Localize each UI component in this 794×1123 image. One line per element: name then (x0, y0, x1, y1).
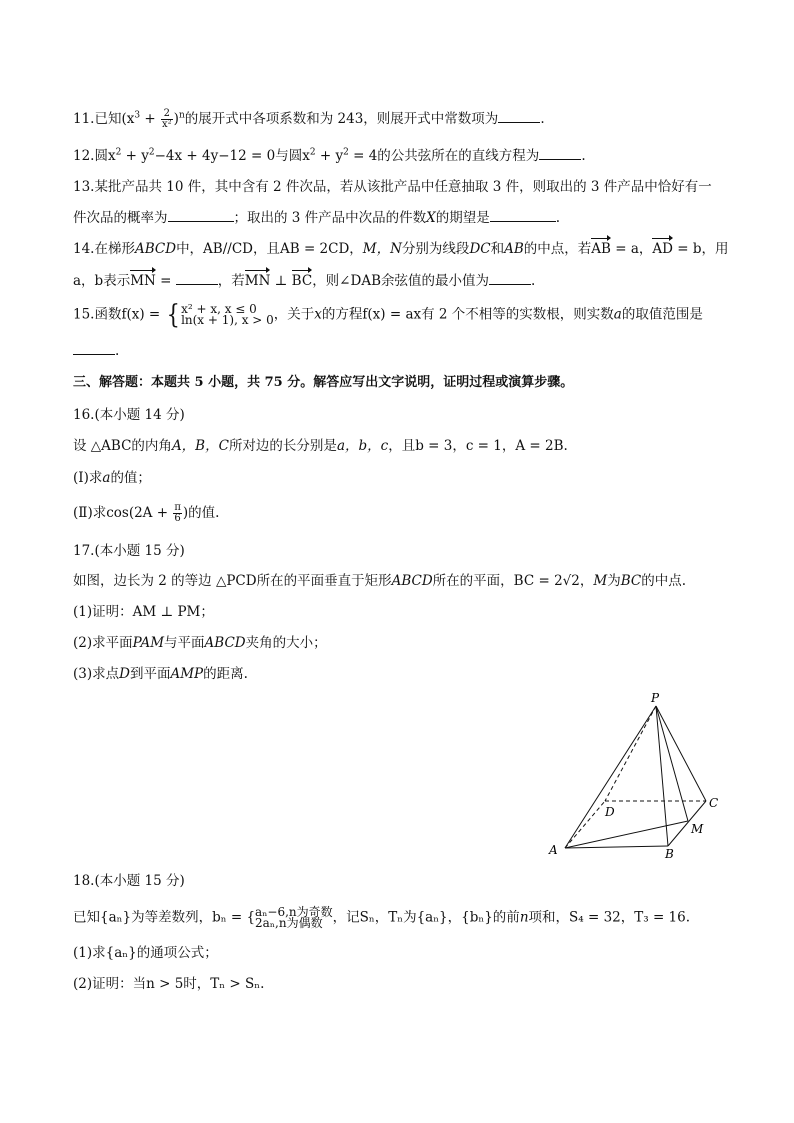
q11-number: 11. (73, 111, 95, 127)
q14-text-d: 和 (490, 241, 505, 257)
q14-text-e: 的中点，若 (523, 241, 592, 257)
q15-piecewise (181, 304, 274, 326)
q14-ab: AB (504, 241, 524, 257)
edge-pa (565, 706, 656, 848)
label-a: A (549, 843, 558, 857)
q17-stem-b: 所在的平面，BC = 2√2， (432, 573, 594, 589)
q12-sup-3: 2 (309, 147, 316, 158)
q12-end: . (581, 148, 586, 164)
q18-stem (73, 907, 690, 929)
q18-stem-a: 已知{aₙ}为等差数列，bₙ = { (73, 909, 256, 926)
question-13-line-2 (73, 207, 560, 228)
question-11 (73, 108, 545, 130)
q14-text-a: 14.在梯形 (73, 241, 135, 257)
q15-text-d: 的取值范围是 (621, 306, 703, 323)
edge-pd (605, 706, 656, 801)
q15-end: . (115, 343, 120, 359)
q12-sup-2: 2 (148, 147, 155, 158)
q17-stem-d: 的中点. (641, 573, 686, 589)
q12-text-a: 圆x (94, 148, 116, 164)
question-14-line-1 (73, 239, 729, 259)
q17-pam: PAM (132, 635, 165, 651)
edge-ab (565, 846, 668, 848)
q15-var-x: x (314, 306, 322, 323)
q16-p2-a: (Ⅱ)求cos(2A + (73, 505, 173, 521)
q13-end: . (555, 210, 561, 226)
q14-text-b: 中，AB//CD，且AB = 2CD， (176, 241, 363, 257)
question-12 (73, 145, 586, 166)
q12-number: 12. (73, 148, 95, 164)
label-m: M (691, 822, 704, 836)
q17-abcd: ABCD (391, 573, 433, 589)
label-d: D (605, 805, 615, 819)
q13-text-b: ；取出的 3 件产品中次品的件数 (233, 210, 427, 226)
label-c: C (709, 796, 719, 810)
q13-text-c: 的期望是 (435, 210, 490, 226)
q17-p3-c: 的距离. (203, 666, 248, 682)
q16-part-2 (73, 503, 219, 524)
q14-text-l2d: ，则∠DAB余弦值的最小值为 (312, 273, 489, 289)
q17-part-3 (73, 664, 248, 684)
q12-text-c: −4x + 4y−12 = 0与圆x (154, 148, 310, 164)
q18-stem-b: ，记Sₙ，Tₙ为{aₙ}，{bₙ}的前 (332, 909, 520, 926)
q13-var-x: X (426, 210, 436, 226)
q15-text-a: 15.函数f(x) = (73, 306, 165, 323)
q14-mn: M，N (362, 241, 402, 257)
q16-header: 16.(本小题 14 分) (73, 407, 185, 423)
q16-sides: a，b，c (336, 438, 389, 454)
q14-eq: = (155, 273, 176, 289)
q16-p1-a: (Ⅰ)求 (73, 470, 103, 486)
question-15 (73, 300, 703, 330)
pyramid-figure (540, 688, 730, 863)
q14-dc: DC (469, 241, 491, 257)
q17-header: 17.(本小题 15 分) (73, 543, 185, 559)
q17-p2-c: 夹角的大小； (245, 635, 327, 651)
q15-case-1: x² + x, x ≤ 0 (181, 302, 257, 316)
q12-text-b: + y (121, 148, 149, 164)
q11-end: . (540, 111, 545, 127)
q14-eq-b: = b，用 (672, 241, 729, 257)
q14-cos-blank[interactable] (489, 270, 531, 285)
q16-pi-fraction (173, 503, 182, 524)
q14-text-l2a: a，b表示 (73, 273, 131, 289)
q18-part-1: (1)求{aₙ}的通项公式； (73, 945, 218, 961)
q12-sup-1: 2 (115, 147, 122, 158)
edge-pc (656, 706, 706, 801)
q17-part-2 (73, 633, 327, 653)
q11-text: 已知(x (94, 111, 135, 127)
q13-text-a: 件次品的概率为 (73, 210, 168, 226)
q11-exp-n: n (178, 110, 185, 121)
question-14-line-2 (73, 270, 535, 291)
q15-answer-blank[interactable] (73, 340, 115, 355)
q18-case-1: aₙ−6,n为奇数 (255, 905, 333, 919)
q16-frac-den: 6 (174, 513, 181, 524)
q17-part-1: (1)证明：AM ⊥ PM； (73, 604, 214, 620)
q16-stem-a: 设 △ABC的内角 (73, 438, 172, 454)
question-15-line-2 (73, 340, 119, 361)
q16-part-1 (73, 468, 151, 488)
q16-p1-var: a (102, 470, 111, 486)
q16-p2-b: )的值. (182, 505, 220, 521)
q17-p3-b: 到平面 (129, 666, 171, 682)
q16-p1-b: 的值； (110, 470, 151, 486)
q14-eq-a: = a， (610, 241, 653, 257)
q11-text-2: 的展开式中各项系数和为 243，则展开式中常数项为 (184, 111, 499, 127)
q15-text-c: 的方程f(x) = ax有 2 个不相等的实数根，则实数 (321, 306, 614, 323)
q15-var-a: a (613, 306, 622, 323)
q18-stem-c: 项和，S₄ = 32，T₃ = 16. (528, 909, 691, 926)
label-b: B (665, 847, 674, 861)
q14-mn-blank[interactable] (176, 270, 218, 285)
q17-p2-a: (2)求平面 (73, 635, 133, 651)
q14-text-c: 分别为线段 (401, 241, 470, 257)
vector-ad: AD (652, 241, 673, 257)
q16-angles: A，B，C (171, 438, 229, 454)
q12-answer-blank[interactable] (539, 145, 581, 160)
q14-abcd: ABCD (134, 241, 177, 257)
vector-mn: MN (130, 273, 156, 289)
q13-probability-blank[interactable] (168, 207, 234, 222)
q11-answer-blank[interactable] (498, 108, 540, 123)
q14-perp: ⊥ (270, 273, 292, 289)
q15-brace: { (166, 300, 180, 330)
q13-expectation-blank[interactable] (490, 207, 556, 222)
q16-stem-c: ，且b = 3，c = 1，A = 2B. (388, 438, 568, 454)
q11-frac-den: x² (162, 119, 172, 130)
q12-sup-4: 2 (343, 147, 349, 158)
q16-stem (73, 436, 568, 456)
q17-p3-d: D (119, 666, 130, 682)
vector-ab: AB (591, 241, 611, 257)
q17-stem-c: 为 (607, 573, 621, 589)
q12-text-d: + y (315, 148, 344, 164)
label-p: P (651, 691, 660, 705)
q17-p3-a: (3)求点 (73, 666, 120, 682)
q18-n: n (519, 909, 529, 926)
q17-amp: AMP (170, 666, 204, 682)
q14-text-l2c: ，若 (217, 273, 245, 289)
q17-stem-a: 如图，边长为 2 的等边 △PCD所在的平面垂直于矩形 (73, 573, 392, 589)
question-13-line-1: 13.某批产品共 10 件，其中含有 2 件次品，若从该批产品中任意抽取 3 件，则取出的 3 件产品中恰好有一 (73, 179, 712, 195)
q14-end: . (531, 273, 536, 289)
q15-text-b: ，关于 (273, 306, 315, 323)
q17-p2-b: 与平面 (164, 635, 205, 651)
section-3-heading: 三、解答题：本题共 5 小题，共 75 分。解答应写出文字说明，证明过程或演算步骤。 (73, 375, 574, 390)
q11-fraction (161, 109, 173, 130)
q11-exp: 3 (134, 110, 141, 121)
q11-plus: + (140, 111, 161, 127)
q16-frac-num: π (174, 502, 181, 513)
q18-piecewise (255, 907, 333, 929)
q16-stem-b: 所对边的长分别是 (228, 438, 337, 454)
vector-bc: BC (291, 273, 313, 289)
q17-stem (73, 571, 686, 591)
q11-frac-num: 2 (161, 109, 173, 120)
q17-p2-abcd: ABCD (204, 635, 246, 651)
q17-bc: BC (620, 573, 642, 589)
q18-header: 18.(本小题 15 分) (73, 873, 185, 889)
q17-m: M (593, 573, 608, 589)
q18-part-2: (2)证明：当n > 5时，Tₙ > Sₙ. (73, 976, 265, 992)
q11-paren: ) (173, 111, 179, 127)
q15-case-2: ln(x + 1), x > 0 (181, 313, 274, 327)
vector-mn-2: MN (244, 273, 271, 289)
q18-case-2: 2aₙ,n为偶数 (255, 916, 323, 930)
q12-text-e: = 4的公共弦所在的直线方程为 (348, 148, 540, 164)
